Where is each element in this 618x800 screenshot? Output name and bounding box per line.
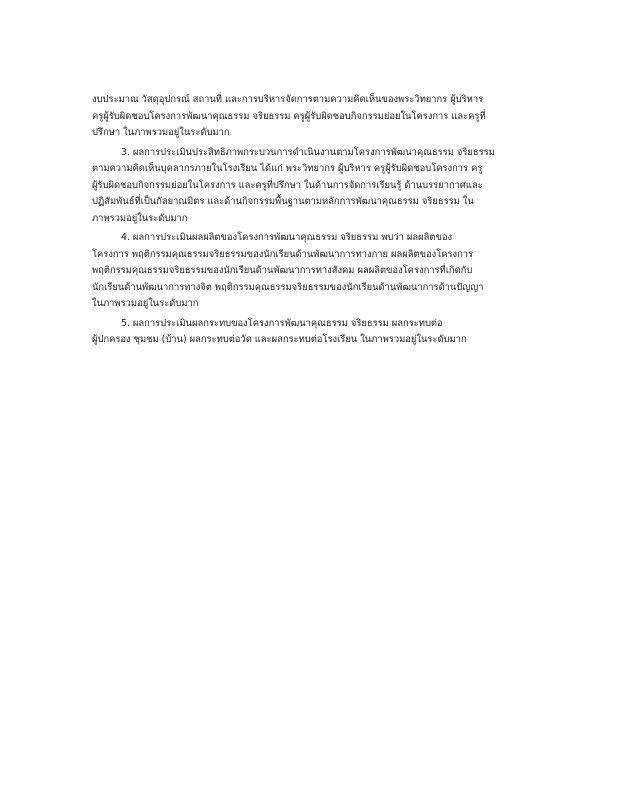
text-line: 3. ผลการประเมินประสิทธิภาพกระบวนการดำเนินงานตามโครงการพัฒนาคุณธรรม จริยธรรม [121,146,495,158]
text-line: ปฏิสัมพันธ์ที่เป็นกัลยาณมิตร และด้านกิจกรรมพื้นฐานตามหลักการพัฒนาคุณธรรม จริยธรรม ใน [92,196,474,207]
text-line: ภาพรวมอยู่ในระดับมาก [92,212,188,224]
text-line: นักเรียนด้านพัฒนาการทางจิต พฤติกรรมคุณธรรมจริยธรรมของนักเรียนด้านพัฒนาการด้านปัญญา [92,281,484,293]
text-line: ครูผู้รับผิดชอบโครงการพัฒนาคุณธรรม จริยธรรม ครูผู้รับผิดชอบกิจกรรมย่อยในโครงการ และครูที่ [92,110,486,122]
text-line: ผู้รับผิดชอบกิจกรรมย่อยในโครงการ และครูที่ปรึกษา ในด้านการจัดการเรียนรู้ ด้านบรรยากาศและ [92,179,483,191]
paragraph-item-5 [92,316,544,349]
paragraph-item-3 [92,145,544,228]
text-line: งบประมาณ วัสดุอุปกรณ์ สถานที่ และการบริหารจัดการตามความคิดเห็นของพระวิทยากร ผู้บริหาร [92,94,484,105]
text-line: 5. ผลการประเมินผลกระทบของโครงการพัฒนาคุณธรรม จริยธรรม ผลกระทบต่อ [121,317,443,329]
text-line: ตามความคิดเห็นบุคลากรภายในโรงเรียน ได้แก่ พระวิทยากร ผู้บริหาร ครูผู้รับผิดชอบโครงการ ครู [92,163,483,174]
document-body [92,92,544,352]
text-line: โครงการ พฤติกรรมคุณธรรมจริยธรรมของนักเรียนด้านพัฒนาการทางกาย ผลผลิตของโครงการ [92,248,474,260]
paragraph-item-4 [92,230,544,313]
text-line: ปรึกษา ในภาพรวมอยู่ในระดับมาก [92,127,230,138]
text-line: ในภาพรวมอยู่ในระดับมาก [92,298,199,309]
paragraph-budget-continuation [92,92,544,142]
text-line: ผู้ปกครอง ชุมชม (บ้าน) ผลกระทบต่อวัด และผลกระทบต่อโรงเรียน ในภาพรวมอยู่ในระดับมาก [92,334,467,345]
text-line: พฤติกรรมคุณธรรมจริยธรรมของนักเรียนด้านพัฒนาการทางสังคม ผลผลิตของโครงการที่เกิดกับ [92,265,473,276]
text-line: 4. ผลการประเมินผลผลิตของโครงการพัฒนาคุณธรรม จริยธรรม พบว่า ผลผลิตของ [121,232,453,243]
